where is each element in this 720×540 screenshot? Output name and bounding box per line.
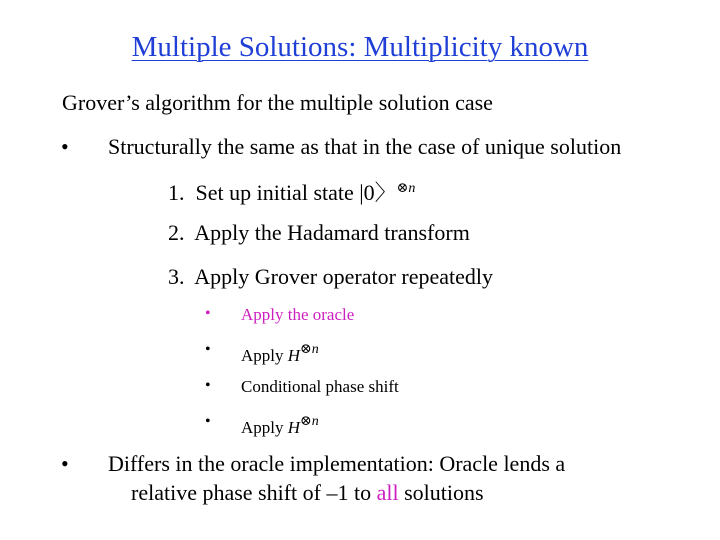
tensor-power: ⊗n xyxy=(300,414,319,429)
step-number: 2. xyxy=(168,220,185,245)
sub-bullet-marker: • xyxy=(205,305,211,322)
math-var: H xyxy=(287,418,301,437)
bullet-marker: • xyxy=(61,451,69,476)
sub-item-apply-hadamard: Apply $H^{\otimes n}$ xyxy=(241,342,319,365)
sub-bullet-marker: • xyxy=(205,341,211,358)
step-text: Apply the Hadamard transform xyxy=(194,220,470,245)
step-text: Apply Grover operator repeatedly xyxy=(194,264,494,289)
bullet-marker: • xyxy=(61,134,69,159)
bullet-differs-line1: Differs in the oracle implementation: Oracle lends a xyxy=(108,451,566,476)
sub-bullet-marker: • xyxy=(205,377,211,394)
intro-text: Grover’s algorithm for the multiple solution case xyxy=(62,90,493,115)
slide-title: Multiple Solutions: Multiplicity known xyxy=(131,31,589,63)
sub-bullet-marker: • xyxy=(205,413,211,430)
math-var: H xyxy=(287,346,301,365)
step-number: 1. xyxy=(168,180,185,205)
sub-item-apply-hadamard-2: Apply $H^{\otimes n}$ xyxy=(241,414,319,437)
bullet-structurally-same: Structurally the same as that in the case of unique solution xyxy=(108,134,622,159)
sub-item-apply-oracle: Apply the oracle xyxy=(241,305,355,324)
step-2 xyxy=(168,220,470,246)
sub-item-phase-shift: Conditional phase shift xyxy=(241,377,399,396)
step-3 xyxy=(168,264,493,290)
highlight-all: all xyxy=(376,480,399,505)
tensor-power: ⊗n xyxy=(300,342,319,357)
bullet-differs-line2: relative phase shift of –1 to all solutions xyxy=(131,480,484,505)
step-number: 3. xyxy=(168,264,185,289)
step-text: Set up initial state |0〉 xyxy=(195,180,397,205)
step-1 xyxy=(168,176,415,207)
tensor-power: ⊗n xyxy=(396,181,416,196)
